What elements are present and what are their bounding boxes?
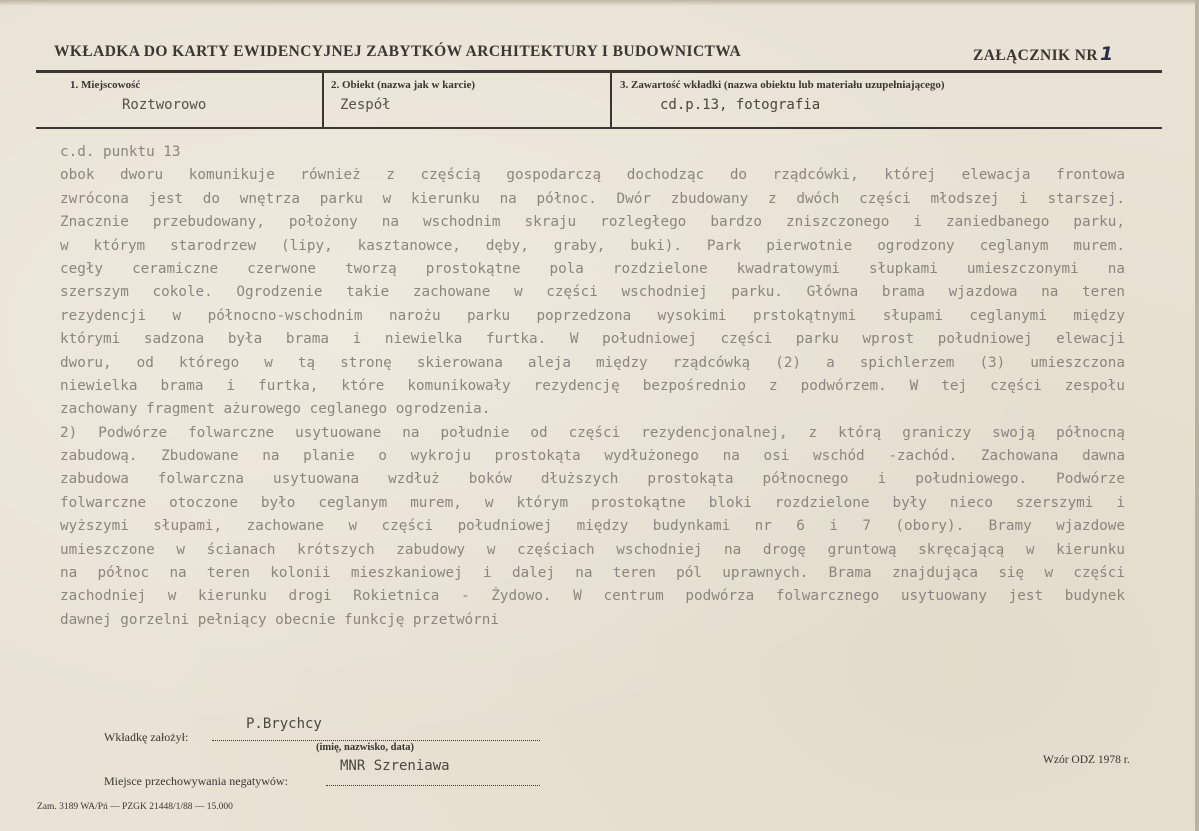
- annex-number: 1: [1099, 43, 1114, 65]
- body-line: c.d. punktu 13: [60, 144, 181, 160]
- document-title: WKŁADKA DO KARTY EWIDENCYJNEJ ZABYTKÓW ARCHITEKTURY I BUDOWNICTWA: [54, 43, 742, 60]
- object-label: [331, 79, 475, 91]
- annex-label: [973, 43, 1114, 65]
- body-line: na północ na teren kolonii mieszkaniowej i dalej na teren pól uprawnych. Brama znajdująca się w części: [60, 565, 1125, 582]
- body-line: cegły ceramiczne czerwone tworzą prostokątne pola rozdzielone kwadratowymi słupkami umieszczonymi na: [60, 260, 1125, 277]
- paper-edge-right: [1195, 0, 1199, 831]
- field-separator-1: [322, 73, 324, 128]
- form-model: Wzór ODZ 1978 r.: [1043, 754, 1130, 766]
- content-value: cd.p.13, fotografia: [660, 97, 821, 113]
- paper-edge-top: [0, 0, 1199, 6]
- content-label-main: 3. Zawartość wkładki: [620, 79, 722, 91]
- content-label: [620, 79, 945, 91]
- content-label-note: (nazwa obiektu lub materiału uzupełniającego): [723, 79, 945, 91]
- created-by-caption: (imię, nazwisko, data): [316, 742, 414, 753]
- body-line: zabudową. Zbudowane na planie o wykroju prostokąta wydłużonego na osi wschód -zachód. Zachowana dawna: [60, 448, 1125, 465]
- field-separator-2: [610, 73, 612, 128]
- locality-label: 1. Miejscowość: [70, 79, 141, 91]
- negatives-label: Miejsce przechowywania negatywów:: [104, 774, 288, 788]
- body-line: w którym starodrzew (lipy, kasztanowce, dęby, graby, buki). Park pierwotnie ogrodzony ceglanym murem.: [60, 237, 1125, 254]
- body-line: którymi sadzona była brama i niewielka furtka. W południowej części parku wprost południowej elewacji: [60, 331, 1125, 348]
- body-line: folwarczne otoczone było ceglanym murem, w którym prostokątne bloki rozdzielone były nieco szerszymi i: [60, 494, 1125, 511]
- body-line: Znacznie przebudowany, położony na wschodnim skraju rozległego bardzo zniszczonego i zaniedbanego parku,: [60, 214, 1125, 231]
- body-line: 2) Podwórze folwarczne usytuowane na południe od części rezydencjonalnej, z którą graniczy swoją północną: [60, 424, 1125, 441]
- body-line: wyższymi słupami, zachowane w części południowej między budynkami nr 6 i 7 (obory). Bramy wjazdowe: [60, 518, 1125, 535]
- negatives-value: MNR Szreniawa: [340, 758, 450, 774]
- body-line: zachodniej w kierunku drogi Rokietnica - Żydowo. W centrum podwórza folwarcznego usytuowany jest budynek: [60, 588, 1125, 605]
- object-label-main: 2. Obiekt: [331, 79, 375, 91]
- body-line: obok dworu komunikuje również z częścią gospodarczą dochodząc do rządcówki, której elewacja frontowa: [60, 167, 1125, 184]
- body-line: szerszym cokole. Ogrodzenie takie zachowane w części wschodniej parku. Główna brama wjazdowa na teren: [60, 284, 1125, 301]
- locality-value: Roztworowo: [122, 97, 207, 113]
- body-line: dworu, od którego w tą stronę skierowana aleja między rządcówką (2) a spichlerzem (3) umieszczona: [60, 354, 1125, 371]
- created-by-value: P.Brychcy: [246, 716, 322, 732]
- body-line: umieszczone w ścianach krótszych zabudowy w częściach wschodniej na drogę gruntową skręcającą w kierunku: [60, 541, 1125, 558]
- header-rule-thin: [36, 127, 1162, 129]
- body-line: zwrócona jest do wnętrza parku w kierunku na północ. Dwór zbudowany z dwóch części młodszej i starszej.: [60, 190, 1125, 207]
- object-value: Zespół: [340, 97, 391, 113]
- body-line: dawnej gorzelni pełniący obecnie funkcję przetwórni: [60, 611, 499, 628]
- negatives-line: [326, 785, 540, 786]
- created-by-label: Wkładkę założył:: [104, 730, 189, 744]
- body-line: rezydencji w północno-wschodnim narożu parku poprzedzona wysokimi prstokątnymi słupami ceglanymi między: [60, 307, 1125, 324]
- body-line: niewielka brama i furtka, które komunikowały rezydencję bezpośrednio z podwórzem. W tej części zespołu: [60, 377, 1125, 394]
- header-rule-thick: [36, 70, 1162, 73]
- body-line: zabudowa folwarczna usytuowana wzdłuż boków dłuższych prostokąta północnego i południowego. Podwórze: [60, 471, 1125, 488]
- print-info: Zam. 3189 WA/Pń — PZGK 21448/1/88 — 15.000: [37, 802, 233, 812]
- object-label-note: (nazwa jak w karcie): [377, 79, 476, 91]
- annex-label-text: ZAŁĄCZNIK NR: [973, 47, 1098, 64]
- body-line: zachowany fragment ażurowego ceglanego ogrodzenia.: [60, 401, 491, 418]
- body-text: [60, 141, 1125, 632]
- created-by-line: [212, 740, 540, 741]
